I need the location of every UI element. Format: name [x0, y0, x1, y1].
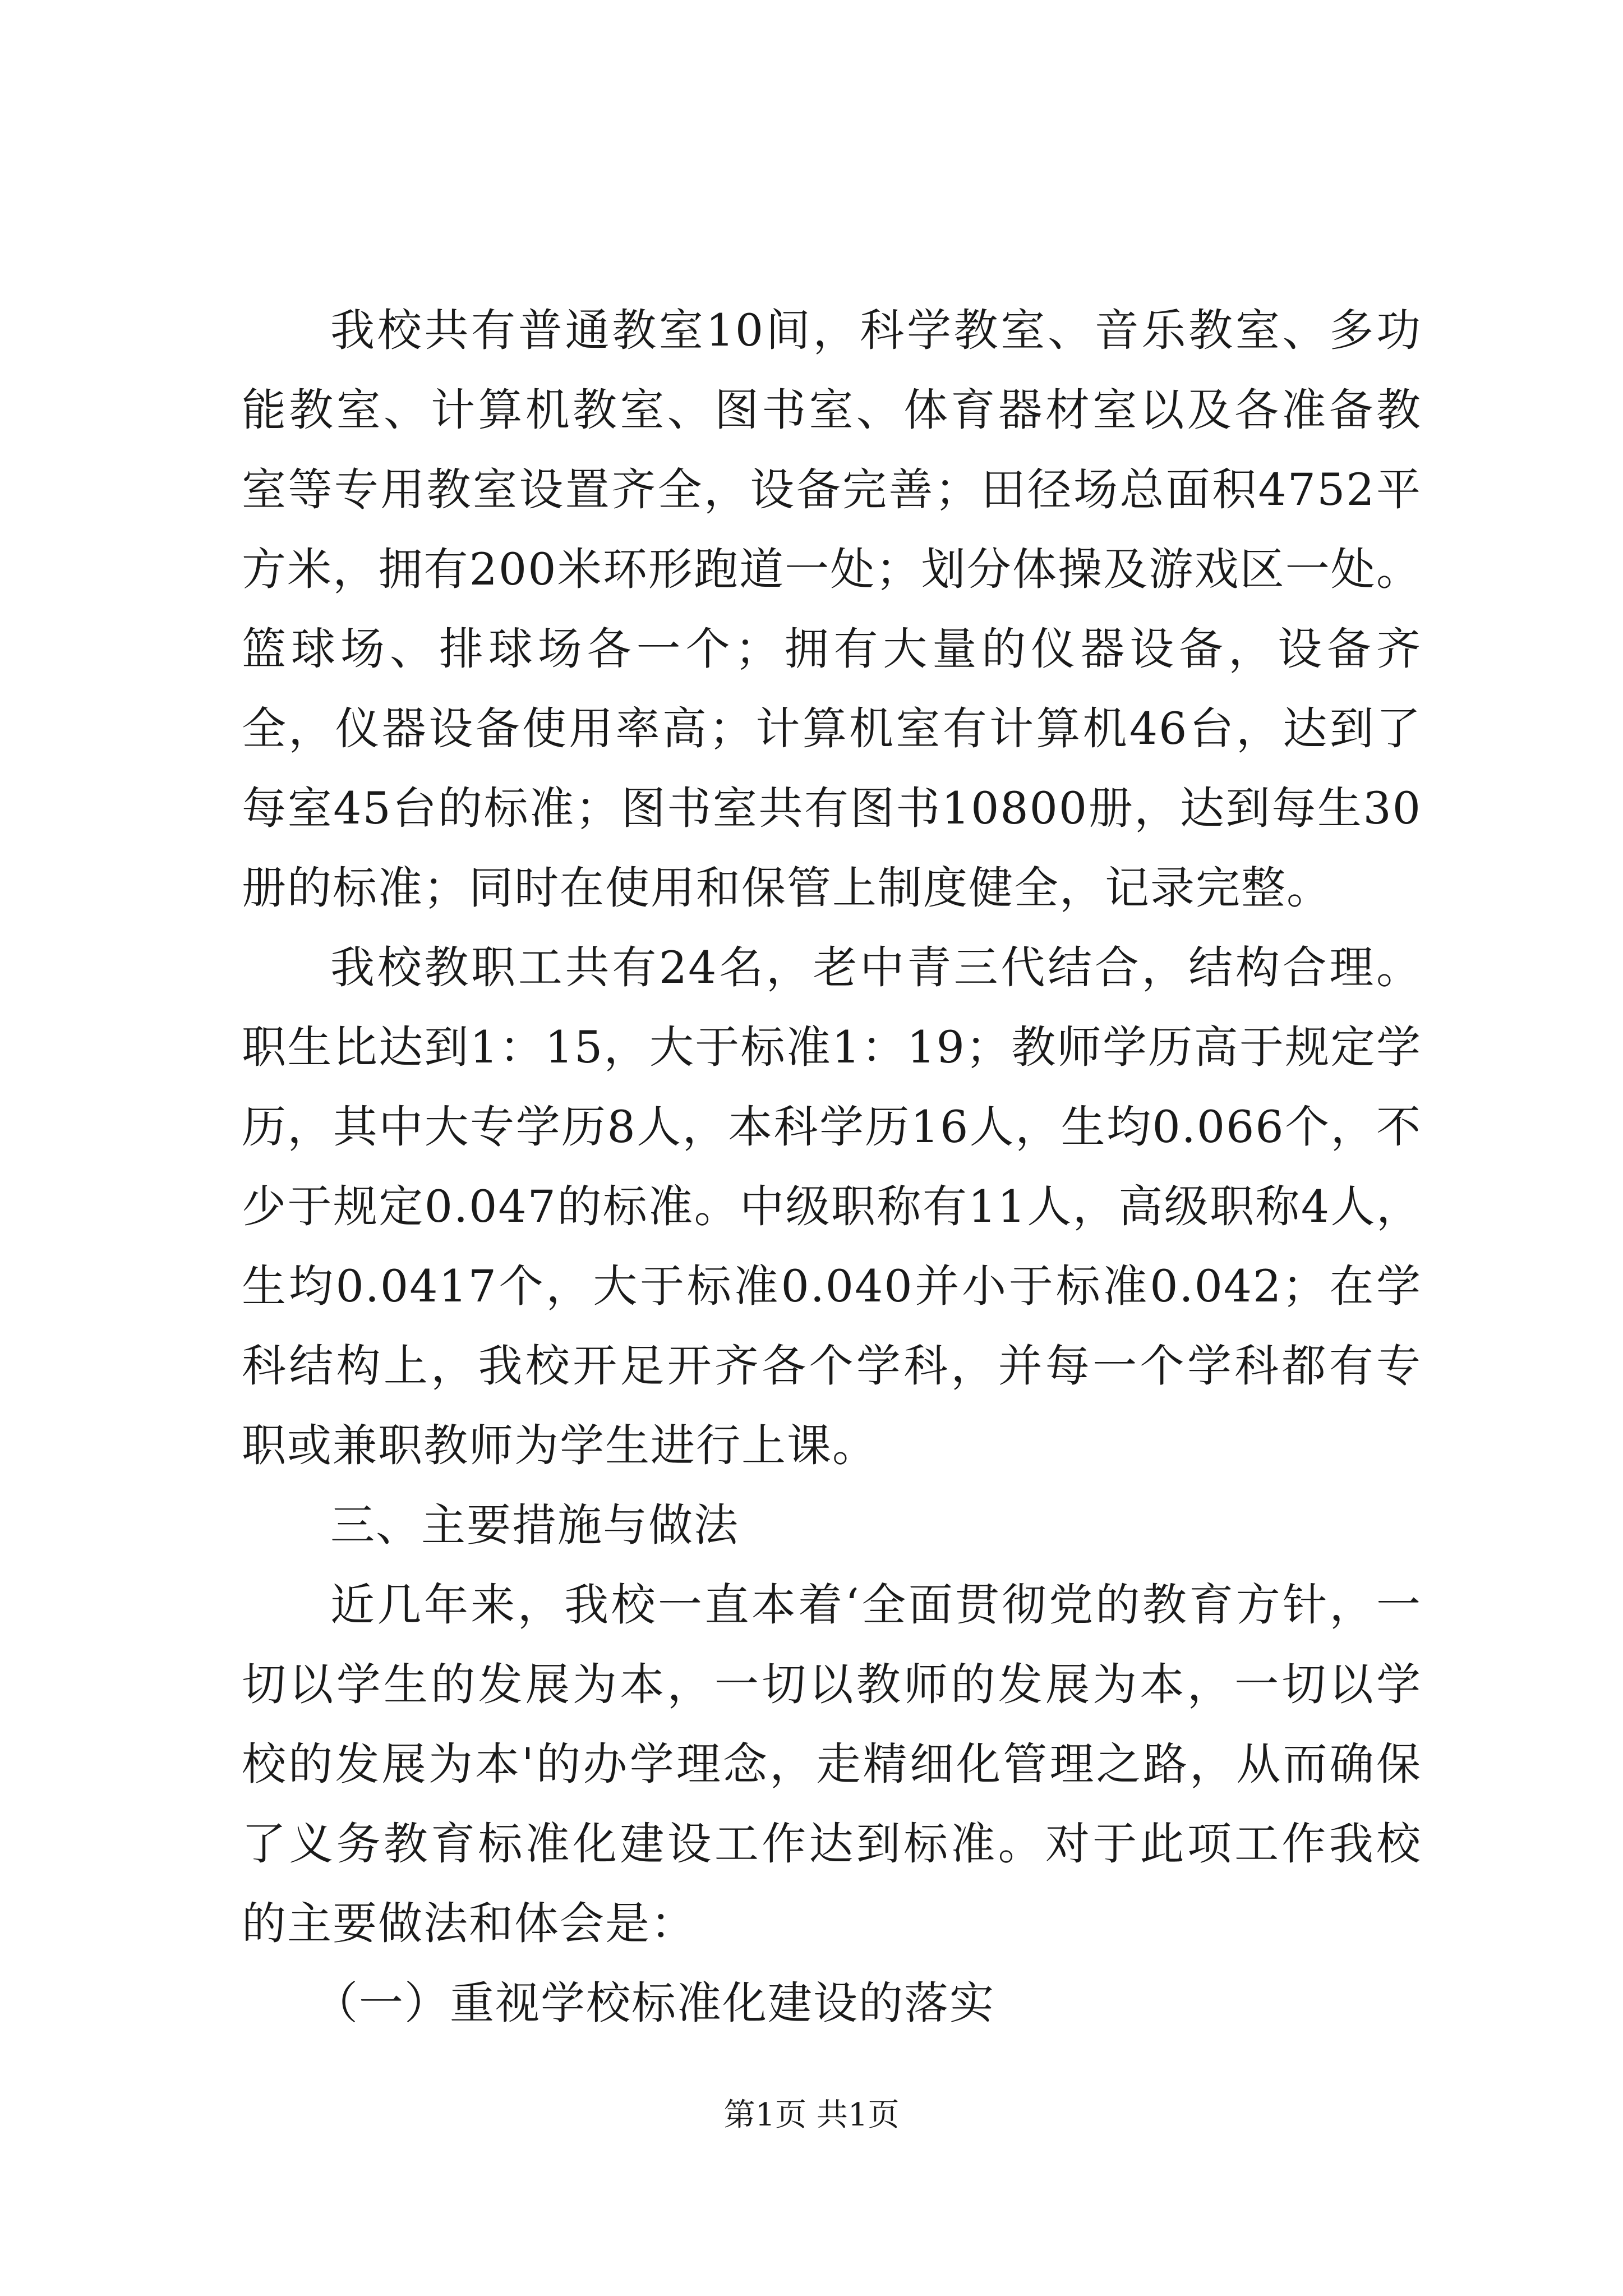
paragraph-measures: 近几年来，我校一直本着‘全面贯彻党的教育方针，一切以学生的发展为本，一切以教师的发展为本，一切以学校的发展为本'的办学理念，走精细化管理之路，从而确保了义务教育标准化建设工作达到标准。对于此项工作我校的主要做法和体会是： — [242, 1579, 1422, 1949]
document-body — [242, 291, 1422, 2043]
page-footer: 第1页 共1页 — [723, 2097, 900, 2133]
subsection-heading: （一）重视学校标准化建设的落实 — [313, 1977, 995, 2029]
paragraph-facilities: 我校共有普通教室10间，科学教室、音乐教室、多功能教室、计算机教室、图书室、体育器材室以及各准备教室等专用教室设置齐全，设备完善；田径场总面积4752平方米，拥有200米环形跑道一处；划分体操及游戏区一处。篮球场、排球场各一个；拥有大量的仪器设备，设备齐全，仪器设备使用率高；计算机室有计算机46台，达到了每室45台的标准；图书室共有图书10800册，达到每生30册的标准；同时在使用和保管上制度健全，记录完整。 — [242, 305, 1422, 914]
section-heading: 三、主要措施与做法 — [330, 1499, 739, 1551]
paragraph-staff: 我校教职工共有24名，老中青三代结合，结构合理。职生比达到1：15，大于标准1：19；教师学历高于规定学历，其中大专学历8人，本科学历16人，生均0.066个，不少于规定0.047的标准。中级职称有11人，高级职称4人，生均0.0417个，大于标准0.040并小于标准0.042；在学科结构上，我校开足开齐各个学科，并每一个学科都有专职或兼职教师为学生进行上课。 — [242, 942, 1422, 1471]
